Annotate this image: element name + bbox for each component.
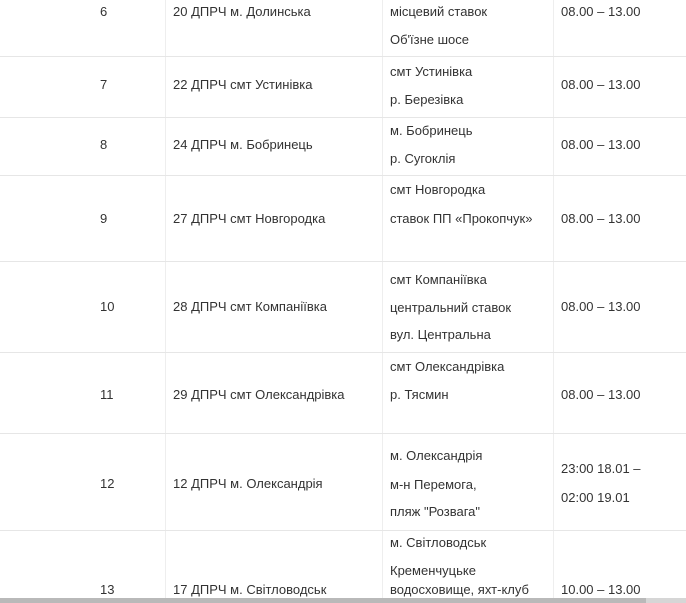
time-range: 10.00 – 13.00: [561, 582, 641, 597]
table-row: [0, 57, 686, 118]
location-line: Кременчуцьке: [390, 563, 476, 578]
location-line: м. Олександрія: [390, 448, 483, 463]
location-line: р. Сугоклія: [390, 151, 456, 166]
table-row: [0, 176, 686, 262]
location-line: смт Устинівка: [390, 64, 473, 79]
row-number: 13: [100, 582, 115, 597]
location-line: пляж "Розвага": [390, 504, 481, 519]
row-number: 9: [100, 211, 108, 226]
time-range: 23:00 18.01 –: [561, 461, 641, 476]
table-row: [0, 434, 686, 531]
location-line: смт Олександрівка: [390, 359, 505, 374]
row-number: 11: [100, 387, 114, 402]
location-line: центральний ставок: [390, 300, 512, 315]
fire-unit-name: 24 ДПРЧ м. Бобринець: [173, 137, 313, 152]
location-line: Об'їзне шосе: [390, 32, 470, 47]
time-range: 02:00 19.01: [561, 490, 630, 505]
fire-unit-name: 20 ДПРЧ м. Долинська: [173, 4, 311, 19]
fire-unit-name: 28 ДПРЧ смт Компаніївка: [173, 299, 327, 314]
fire-unit-name: 29 ДПРЧ смт Олександрівка: [173, 387, 345, 402]
fire-unit-name: 27 ДПРЧ смт Новгородка: [173, 211, 326, 226]
location-line: місцевий ставок: [390, 4, 488, 19]
row-number: 10: [100, 299, 115, 314]
location-line: м. Бобринець: [390, 123, 473, 138]
table-row: [0, 118, 686, 176]
table-row: [0, 262, 686, 353]
location-line: м. Світловодськ: [390, 535, 487, 550]
row-number: 6: [100, 4, 108, 19]
scrollbar-thumb[interactable]: [0, 598, 646, 603]
location-line: смт Компаніївка: [390, 272, 487, 287]
table-row: [0, 531, 686, 603]
time-range: 08.00 – 13.00: [561, 387, 641, 402]
row-number: 7: [100, 77, 108, 92]
time-range: 08.00 – 13.00: [561, 77, 641, 92]
horizontal-scrollbar[interactable]: [0, 598, 686, 603]
location-line: р. Тясмин: [390, 387, 449, 402]
location-line: р. Березівка: [390, 92, 464, 107]
fire-unit-name: 17 ДПРЧ м. Світловодськ: [173, 582, 327, 597]
fire-unit-name: 22 ДПРЧ смт Устинівка: [173, 77, 313, 92]
table-row: [0, 353, 686, 434]
time-range: 08.00 – 13.00: [561, 4, 641, 19]
location-line: водосховище, яхт-клуб: [390, 582, 529, 597]
location-line: смт Новгородка: [390, 182, 486, 197]
row-number: 8: [100, 137, 108, 152]
location-line: вул. Центральна: [390, 327, 491, 342]
time-range: 08.00 – 13.00: [561, 299, 641, 314]
location-line: м-н Перемога,: [390, 477, 477, 492]
table-row: [0, 0, 686, 57]
fire-unit-name: 12 ДПРЧ м. Олександрія: [173, 476, 323, 491]
location-line: ставок ПП «Прокопчук»: [390, 211, 533, 226]
row-number: 12: [100, 476, 115, 491]
time-range: 08.00 – 13.00: [561, 211, 641, 226]
time-range: 08.00 – 13.00: [561, 137, 641, 152]
